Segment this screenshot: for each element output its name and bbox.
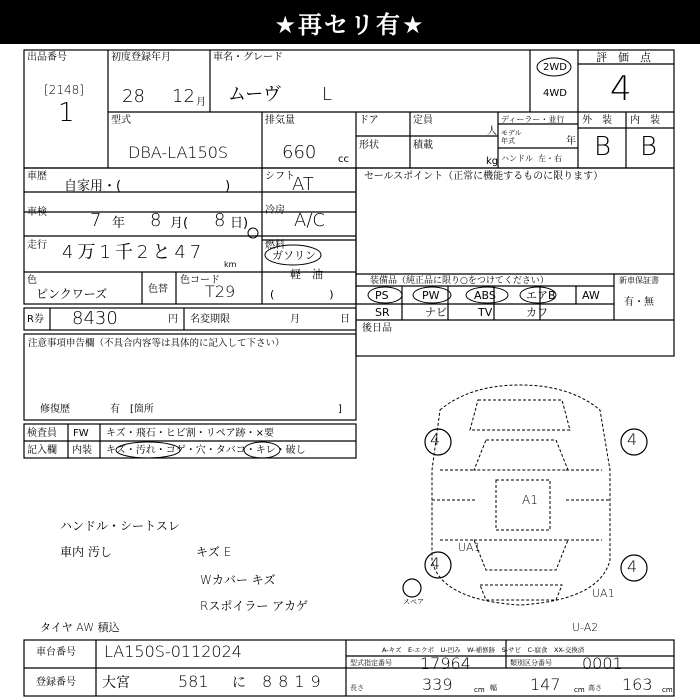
width-label: 幅 [490,684,497,692]
mark-rr: 4 [627,557,638,576]
height-value: 163 [622,675,653,694]
aircon-label: 冷房 [265,205,285,216]
category-label: 類別区分番号 [510,659,552,667]
mark-left-door: UA1 [458,541,481,554]
color-change-label: 色替 [148,284,168,295]
reg-area: 大宮 [102,675,130,691]
equip-sr: SR [375,306,390,319]
car-name-label: 車名・グレード [213,52,283,63]
equip-ps: PS [375,289,389,302]
mark-fr: 4 [627,430,638,449]
length-label: 長さ [350,684,364,692]
warranty-label: 新車保証書 [619,276,659,285]
grade: L [322,84,333,105]
shift-value: AT [292,174,314,195]
insp-day: 8 [214,210,226,231]
equip-abs: ABS [474,289,496,302]
color-label: 色 [27,275,37,286]
equip-pw: PW [422,289,440,302]
capacity-unit: 人 [487,126,497,137]
drive-2wd: 2WD [543,62,567,73]
reg-number: 8819 [262,672,327,691]
color-value: ピンクワーズ [36,287,108,301]
note-interior: 車内 汚し [60,545,112,559]
handle-options: 左・右 [538,154,562,163]
damage-legend: A-キズ E-エクボ U-凹み W-補修跡 S-サビ C-腐食 XX-交換済 [382,646,585,654]
capacity-label: 定員 [413,115,433,126]
frame-value: LA150S-0112024 [104,642,242,661]
name-change-month: 月 [290,314,300,325]
inspector-label: 検査員 [27,428,57,439]
shape-label: 形状 [359,140,379,151]
lot-number-bracket: [2148] [44,83,84,97]
car-diagram [432,385,610,605]
mark-right-rear: UA1 [592,587,615,600]
name-change-label: 名変期限 [190,314,230,325]
first-reg-label: 初度登録年月 [111,52,171,63]
displacement-label: 排気量 [265,115,295,126]
note-w-cover: Wカバー キズ [200,573,276,587]
mileage-label: 走行 [27,240,47,251]
inspection-label: 車検 [27,207,47,218]
width-unit: cm [574,686,585,694]
score-value: 4 [610,69,632,109]
lot-number: 1 [58,98,75,128]
color-code-label: 色コード [180,275,220,286]
drive-4wd: 4WD [543,88,567,99]
width-value: 147 [530,675,561,694]
displacement-value: 660 [282,142,317,163]
door-label: ドア [359,115,379,126]
category-value: 0001 [582,654,623,673]
repair-value: 有 [箇所 [110,404,154,415]
usage-value: 自家用・( ) [64,179,231,194]
month-unit: 月 [196,97,206,108]
exterior-grade: B [594,132,612,162]
height-label: 高さ [588,684,602,692]
insp-month: 8 [150,210,162,231]
load-unit: kg [486,156,499,167]
equip-tv: TV [478,306,493,319]
fuel-label: 燃料 [265,240,285,251]
length-value: 339 [422,675,453,694]
interior-label: 内 装 [630,115,660,126]
mark-rl: 4 [430,554,441,573]
insp-day-unit: 日) [230,216,249,231]
first-reg-month: 12 [172,86,195,107]
aircon-value: A/C [294,210,325,231]
name-change-day: 日 [340,314,350,325]
model-year-label: モデル年式 [501,129,522,145]
repair-close: ] [338,404,342,415]
interior-line: キズ・汚れ・コゲ・穴・タバコ・キレ・破し [106,445,306,456]
height-unit: cm [662,686,673,694]
note-spoiler: Rスポイラー アカゲ [200,599,309,613]
lot-label: 出品番号 [27,52,67,63]
fuel-other: ( ) [270,288,334,301]
type-cert-label: 型式指定番号 [350,659,392,667]
usage-label: 車歴 [27,171,47,182]
insp-year-unit: 年 [112,216,126,231]
frame-label: 車台番号 [36,647,76,658]
load-label: 積載 [413,140,433,151]
mileage-unit: km [224,260,237,269]
exterior-label: 外 装 [582,115,612,126]
equip-aw: AW [582,289,600,302]
length-unit: cm [474,686,485,694]
equip-airbag: エアB [526,289,556,302]
mark-rear: U-A2 [572,621,599,634]
score-label: 評 価 点 [596,51,651,64]
model-value: DBA-LA150S [128,143,229,162]
note-tire: タイヤ AW 積込 [40,621,120,634]
insp-month-unit: 月( [170,216,189,231]
entry-label: 記入欄 [27,445,57,456]
warranty-value: 有・無 [624,297,654,308]
recycle-unit: 円 [168,314,178,325]
repair-label: 修復歴 [40,404,70,415]
displacement-unit: cc [338,154,349,165]
notes-label: 注意事項申告欄（不具合内容等は具体的に記入して下さい） [28,338,285,349]
equipment-label: 装備品（純正品に限り○をつけてください） [370,276,549,286]
year-unit: 年 [566,136,576,147]
later-items-label: 後日品 [362,323,392,334]
recycle-value: 8430 [72,308,118,329]
reg-label: 登録番号 [36,677,76,688]
car-name: ムーヴ [228,84,282,105]
model-label: 型式 [111,115,131,126]
reg-kana: に [232,675,246,691]
fuel-gasoline: ガソリン [272,249,316,262]
insp-year: 7 [90,210,102,231]
fuel-light-oil: 軽 油 [290,268,323,281]
interior-grade: B [640,132,658,162]
sales-point-label: セールスポイント（正常に機能するものに限ります） [364,171,604,182]
mark-fl: 4 [430,430,441,449]
type-cert-value: 17964 [420,654,471,673]
dealer-label: ディーラー・並行 [501,115,565,124]
equip-leather: カワ [526,306,548,319]
note-handle: ハンドル・シートスレ [60,519,180,533]
recycle-label: R券 [27,314,44,325]
spare-label: スペア [403,598,424,606]
fw-line: キズ・飛石・ヒビ割・リペア跡・×要 [106,428,274,439]
handle-label: ハンドル [501,154,533,163]
fw-label: FW [73,428,89,439]
interior-row-label: 内装 [72,445,92,456]
mileage-value: 4万1千2と47 [62,242,206,263]
mark-roof: A1 [522,493,538,507]
equip-navi: ナビ [425,306,447,319]
color-code-value: T29 [205,282,236,301]
note-scratch-e: キズ E [196,545,232,559]
reg-class: 581 [178,672,209,691]
shift-label: シフト [265,171,295,182]
re-auction-banner: ★再セリ有★ [0,0,700,44]
first-reg-year: 28 [122,86,145,107]
